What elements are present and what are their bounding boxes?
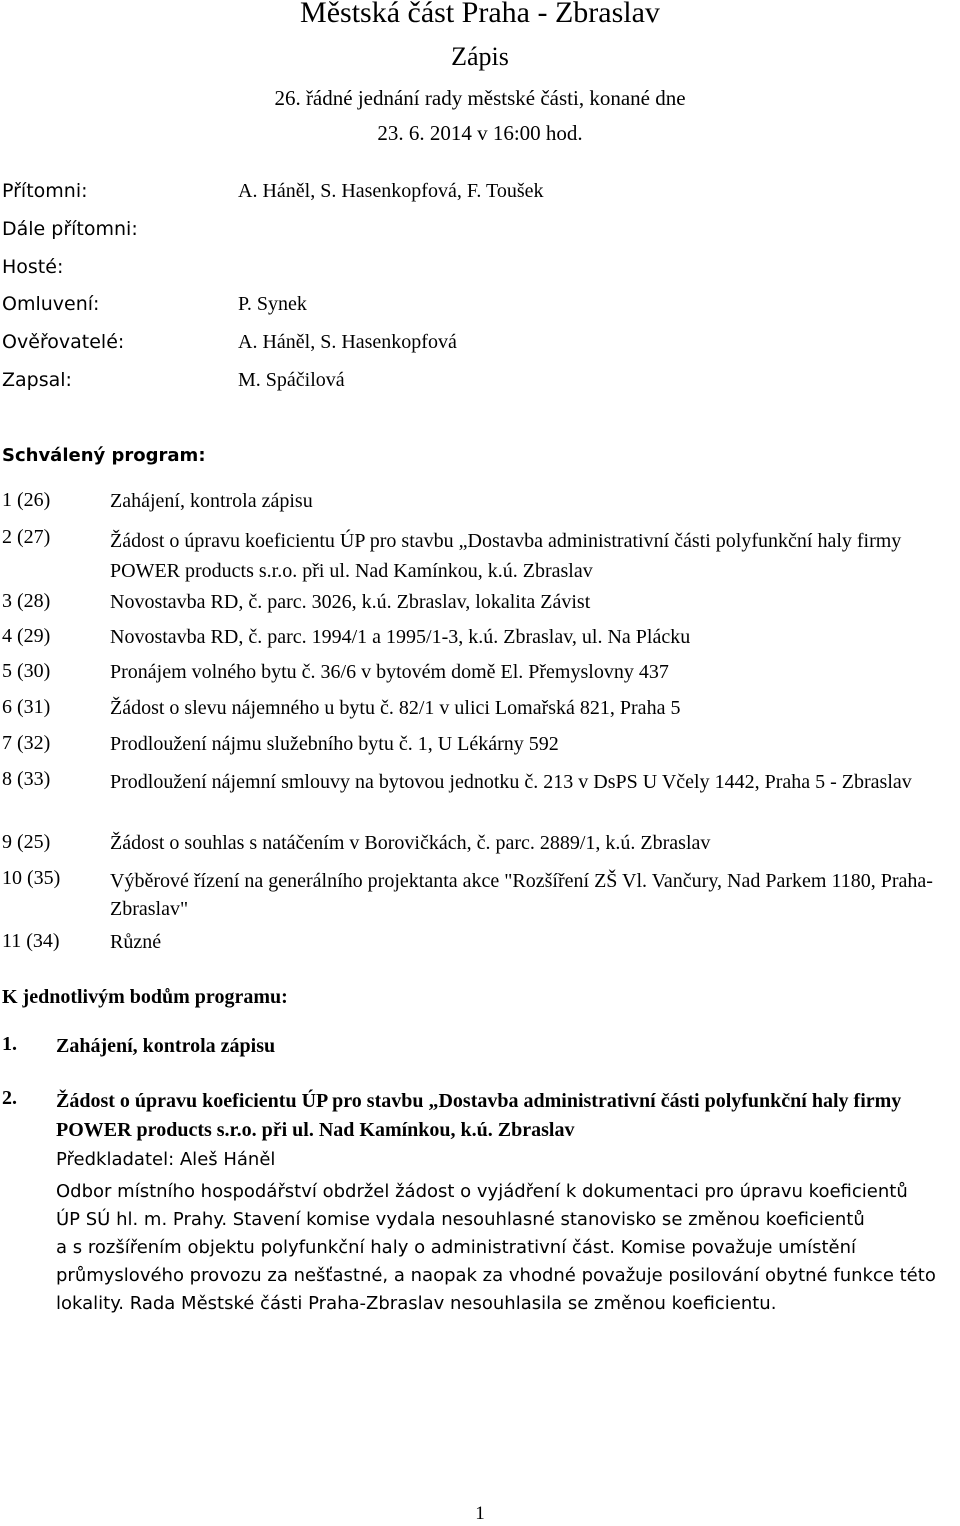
program-item-number: 11 (34) [2, 930, 60, 952]
document-type: Zápis [451, 42, 509, 71]
program-item-text: Žádost o úpravu koeficientu ÚP pro stavbu „Dostavba administrativní části polyfunkční haly firmy POWER products s.r.o. při ul. Nad Kamínkou, k.ú. Zbraslav [110, 530, 902, 582]
attendance-value-recorded-by: M. Spáčilová [238, 369, 345, 391]
program-item-number: 6 (31) [2, 696, 51, 718]
section-body-line: a s rozšířením objektu polyfunkční haly o administrativní část. Komise považuje umístění [56, 1237, 856, 1258]
section-body-line: Odbor místního hospodářství obdržel žádost o vyjádření k dokumentaci pro úpravu koeficientů [56, 1181, 908, 1202]
attendance-value-excused: P. Synek [238, 293, 307, 315]
program-item-text: Pronájem volného bytu č. 36/6 v bytovém domě El. Přemyslovny 437 [110, 661, 669, 683]
program-item-text: Novostavba RD, č. parc. 1994/1 a 1995/1-3, k.ú. Zbraslav, ul. Na Plácku [110, 626, 691, 648]
meeting-info-line-1: 26. řádné jednání rady městské části, konané dne [274, 86, 686, 110]
details-heading: K jednotlivým bodům programu: [2, 986, 288, 1008]
section-body-line: průmyslového provozu za nešťastné, a naopak za vhodné považuje posilování obytné funkce této [56, 1265, 936, 1286]
attendance-label-recorded-by: Zapsal: [2, 369, 72, 391]
section-body-line: ÚP SÚ hl. m. Prahy. Stavení komise vydala nesouhlasné stanovisko se změnou koeficientů [56, 1209, 865, 1230]
program-item-text: Novostavba RD, č. parc. 3026, k.ú. Zbraslav, lokalita Závist [110, 591, 591, 613]
document-title: Městská část Praha - Zbraslav [300, 0, 660, 29]
program-item-number: 10 (35) [2, 867, 61, 889]
attendance-label-excused: Omluvení: [2, 293, 100, 315]
program-item-text: Různé [110, 931, 162, 953]
program-item-text: Zahájení, kontrola zápisu [110, 490, 313, 512]
section-body-line: lokality. Rada Městské části Praha-Zbraslav nesouhlasila se změnou koeficientu. [56, 1293, 777, 1314]
program-item-number: 3 (28) [2, 590, 51, 612]
meeting-info-line-2: 23. 6. 2014 v 16:00 hod. [377, 121, 583, 145]
program-item-number: 9 (25) [2, 831, 51, 853]
attendance-label-verifiers: Ověřovatelé: [2, 331, 125, 353]
section-title: Žádost o úpravu koeficientu ÚP pro stavbu „Dostavba administrativní části polyfunkční haly firmy POWER products s.r.o. při ul. Nad Kamínkou, k.ú. Zbraslav [56, 1090, 902, 1141]
program-heading: Schválený program: [2, 445, 206, 466]
program-item-number: 4 (29) [2, 625, 51, 647]
section-number: 1. [2, 1033, 17, 1055]
program-item-text: Žádost o souhlas s natáčením v Borovičkách, č. parc. 2889/1, k.ú. Zbraslav [110, 832, 711, 854]
page-number: 1 [475, 1503, 485, 1524]
program-item-text: Prodloužení nájemní smlouvy na bytovou jednotku č. 213 v DsPS U Včely 1442, Praha 5 - Zbraslav [110, 771, 912, 793]
program-item-text: Prodloužení nájmu služebního bytu č. 1, U Lékárny 592 [110, 733, 559, 755]
section-title: Zahájení, kontrola zápisu [56, 1035, 276, 1057]
program-item-number: 1 (26) [2, 489, 51, 511]
program-item-number: 7 (32) [2, 732, 51, 754]
program-item-text: Výběrové řízení na generálního projektanta akce "Rozšíření ZŠ Vl. Vančury, Nad Parkem 1180, Praha-Zbraslav" [110, 870, 933, 920]
attendance-value-verifiers: A. Háněl, S. Hasenkopfová [238, 331, 457, 353]
program-item-number: 2 (27) [2, 526, 51, 548]
section-presenter: Předkladatel: Aleš Háněl [56, 1149, 276, 1170]
program-item-number: 5 (30) [2, 660, 51, 682]
attendance-label-guests: Hosté: [2, 256, 64, 278]
section-number: 2. [2, 1087, 17, 1109]
attendance-label-present: Přítomni: [2, 180, 88, 202]
attendance-value-present: A. Háněl, S. Hasenkopfová, F. Toušek [238, 180, 544, 202]
attendance-label-also-present: Dále přítomni: [2, 218, 138, 240]
program-item-number: 8 (33) [2, 768, 51, 790]
program-item-text: Žádost o slevu nájemného u bytu č. 82/1 v ulici Lomařská 821, Praha 5 [110, 697, 681, 719]
